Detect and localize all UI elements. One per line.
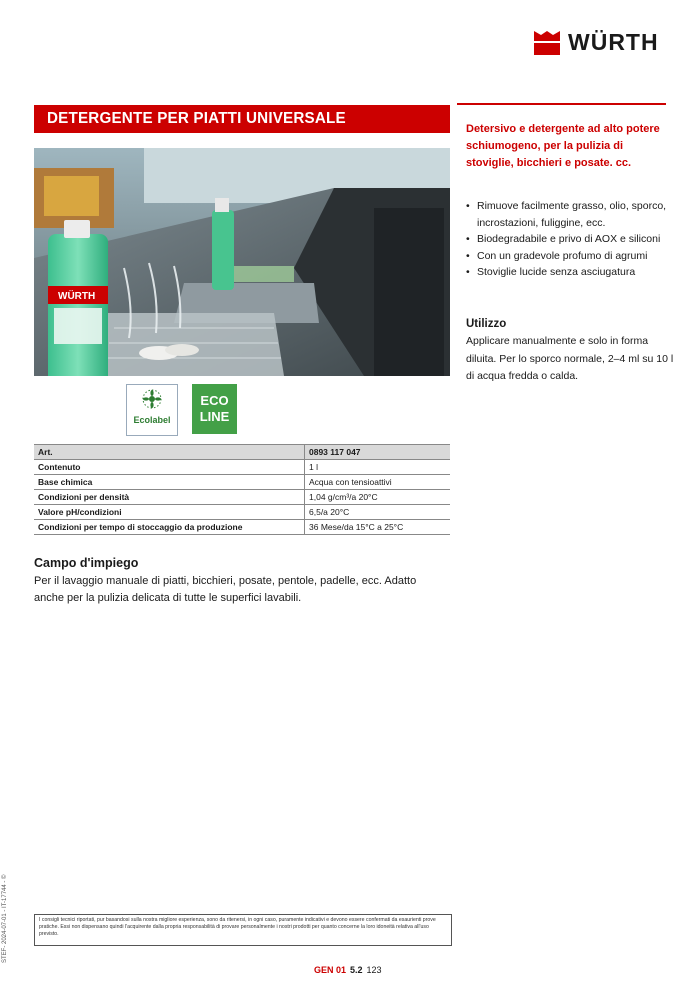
disclaimer-box: I consigli tecnici riportati, pur basandosi sulla nostra migliore esperienza, sono da ritenersi, in ogni caso, puramente indicativi e devono essere confermati da esaurienti prove pratiche. Essi non dispensano quindi l'acquirente dalla propria responsabilità di provare personalmente i nostri prodotti per quanto concerne la loro idoneità relativa all'uso previsto.	[34, 914, 452, 946]
wurth-logo	[532, 28, 672, 60]
field-text: Per il lavaggio manuale di piatti, bicchieri, posate, pentole, padelle, ecc. Adatto anche per la pulizia delicata di tutte le superfici lavabili.	[34, 575, 417, 604]
field-title: Campo d'impiego	[34, 556, 139, 570]
ecolabel-badge	[126, 384, 178, 436]
product-photo	[34, 148, 450, 376]
spec-label: Base chimica	[34, 475, 305, 490]
table-row	[34, 505, 450, 520]
spec-value: 1 l	[305, 460, 451, 475]
spec-label: Valore pH/condizioni	[34, 505, 305, 520]
table-row	[34, 490, 450, 505]
usage-text: Applicare manualmente e solo in forma diluita. Per lo sporco normale, 2–4 ml su 10 l di acqua fredda o calda.	[466, 335, 674, 382]
list-item: • Stoviglie lucide senza asciugatura	[466, 264, 672, 281]
list-item: • Con un gradevole profumo di agrumi	[466, 248, 672, 265]
table-row	[34, 475, 450, 490]
spec-value: 6,5/a 20°C	[305, 505, 451, 520]
spec-value: 36 Mese/da 15°C a 25°C	[305, 520, 451, 535]
spec-value: 1,04 g/cm³/a 20°C	[305, 490, 451, 505]
list-item: • Biodegradabile e privo di AOX e siliconi	[466, 231, 672, 248]
feature-list	[466, 198, 672, 281]
specs-table	[34, 444, 450, 535]
eco-line-text-1: ECO	[200, 393, 229, 408]
spec-label: Condizioni per densità	[34, 490, 305, 505]
document-code: STEF- 2024-07-01 - IT-17744 - ©	[2, 874, 8, 963]
eco-line-text-2: LINE	[199, 409, 230, 424]
footer-number: 5.2	[350, 965, 363, 975]
table-row	[34, 520, 450, 535]
brand-wordmark: WÜRTH	[568, 29, 659, 55]
product-title: DETERGENTE PER PIATTI UNIVERSALE	[47, 110, 346, 127]
ecolabel-flower-icon	[127, 385, 177, 415]
ecolabel-text: Ecolabel	[133, 415, 171, 425]
wurth-logo-icon	[532, 28, 562, 58]
product-intro: Detersivo e detergente ad alto potere schiumogeno, per la pulizia di stoviglie, bicchieri e posate. cc.	[466, 123, 660, 169]
page-footer	[314, 965, 382, 975]
bottle-brand-label: WÜRTH	[58, 291, 96, 302]
list-item: • Rimuove facilmente grasso, olio, sporco, incrostazioni, fuliggine, ecc.	[466, 198, 672, 231]
eco-line-badge	[192, 384, 237, 434]
spec-label: Contenuto	[34, 460, 305, 475]
footer-section: GEN 01	[314, 965, 347, 975]
spec-value: Acqua con tensioattivi	[305, 475, 451, 490]
page-number: 123	[366, 965, 382, 975]
spec-label: Condizioni per tempo di stoccaggio da produzione	[34, 520, 305, 535]
specs-header-label: Art.	[34, 445, 305, 460]
usage-title: Utilizzo	[466, 318, 507, 330]
specs-header-value: 0893 117 047	[305, 445, 451, 460]
table-row	[34, 460, 450, 475]
header-rule	[457, 103, 666, 105]
product-title-bar	[34, 105, 450, 133]
specs-header-row	[34, 445, 450, 460]
